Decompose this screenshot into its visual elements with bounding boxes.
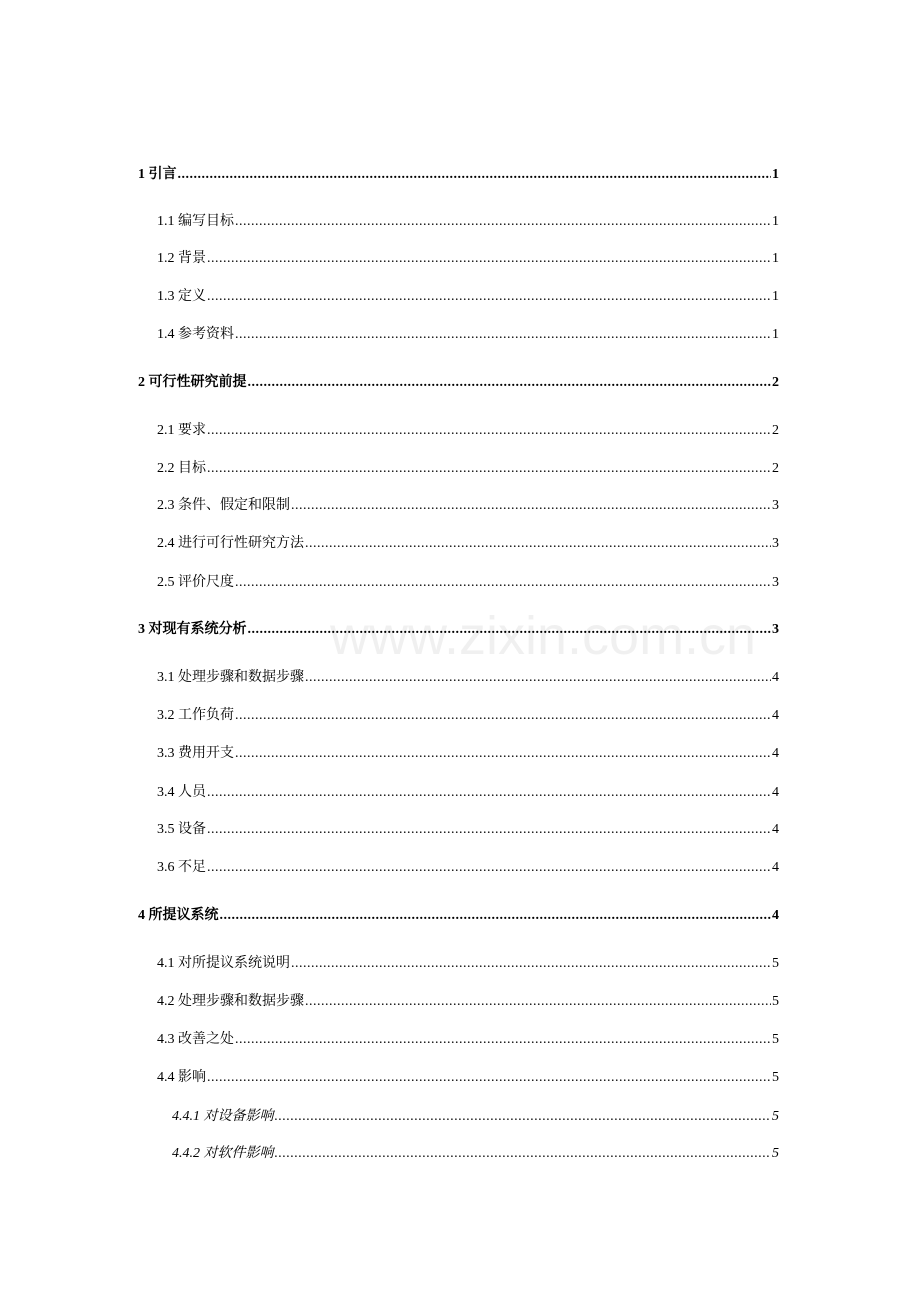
toc-page-number: 2 [772,461,779,476]
toc-entry[interactable] [157,1031,779,1049]
toc-dot-leader [207,859,771,877]
toc-entry-title: 3 对现有系统分析 [138,622,247,637]
toc-entry[interactable] [172,1145,779,1163]
toc-entry[interactable] [157,460,779,478]
toc-entry-title: 3.2 工作负荷 [157,708,234,723]
toc-entry[interactable] [172,1108,779,1126]
toc-entry-title: 2 可行性研究前提 [138,375,247,390]
toc-entry-title: 4.4.1 对设备影响 [172,1109,274,1124]
toc-dot-leader [235,745,771,763]
toc-entry[interactable] [157,745,779,763]
toc-entry-title: 1.1 编写目标 [157,214,234,229]
toc-entry-title: 3.3 费用开支 [157,746,234,761]
toc-entry[interactable] [157,422,779,440]
toc-entry[interactable] [157,213,779,231]
toc-dot-leader [235,707,771,725]
toc-page-number: 5 [772,1070,779,1085]
toc-entry[interactable] [157,669,779,687]
toc-entry[interactable] [157,288,779,306]
toc-entry[interactable] [157,859,779,877]
toc-page-number: 4 [772,708,779,723]
toc-entry-title: 2.4 进行可行性研究方法 [157,536,304,551]
toc-page-number: 4 [772,785,779,800]
toc-page-number: 5 [772,1032,779,1047]
toc-dot-leader [235,326,771,344]
toc-page-number: 2 [772,423,779,438]
toc-entry-title: 1.2 背景 [157,251,206,266]
toc-entry-title: 2.2 目标 [157,461,206,476]
toc-entry[interactable] [157,326,779,344]
toc-page-number: 4 [772,908,779,923]
toc-entry-title: 4.3 改善之处 [157,1032,234,1047]
toc-entry[interactable] [138,166,779,184]
toc-entry-title: 3.1 处理步骤和数据步骤 [157,670,304,685]
toc-entry-title: 3.6 不足 [157,860,206,875]
toc-dot-leader [207,821,771,839]
toc-page-number: 4 [772,860,779,875]
toc-page-number: 1 [772,289,779,304]
toc-entry[interactable] [157,784,779,802]
toc-entry-title: 4.4.2 对软件影响 [172,1146,274,1161]
toc-page-number: 1 [772,327,779,342]
toc-entry-title: 1 引言 [138,167,177,182]
toc-entry[interactable] [157,821,779,839]
toc-page-number: 5 [772,994,779,1009]
toc-page-number: 3 [772,498,779,513]
toc-page-number: 3 [772,536,779,551]
toc-entry[interactable] [157,497,779,515]
toc-entry[interactable] [157,535,779,553]
toc-page-number: 3 [772,622,779,637]
toc-entry[interactable] [157,955,779,973]
toc-dot-leader [235,213,771,231]
toc-page-number: 1 [772,167,779,182]
toc-dot-leader [235,574,771,592]
toc-dot-leader [207,460,771,478]
toc-dot-leader [291,497,771,515]
toc-entry-title: 4.1 对所提议系统说明 [157,956,290,971]
watermark-text: www.zixin.com.cn [330,606,757,666]
toc-entry[interactable] [157,707,779,725]
toc-page-number: 1 [772,251,779,266]
toc-page-number: 4 [772,822,779,837]
toc-entry[interactable] [157,993,779,1011]
toc-dot-leader [220,907,772,925]
toc-dot-leader [305,535,771,553]
toc-entry-title: 2.5 评价尺度 [157,575,234,590]
toc-page-number: 3 [772,575,779,590]
toc-dot-leader [291,955,771,973]
toc-dot-leader [235,1031,771,1049]
toc-dot-leader [207,1069,771,1087]
toc-page-number: 1 [772,214,779,229]
toc-entry-title: 2.3 条件、假定和限制 [157,498,290,513]
toc-page-number: 5 [772,1109,779,1124]
toc-dot-leader [207,288,771,306]
toc-entry-title: 4 所提议系统 [138,908,219,923]
toc-dot-leader [275,1108,772,1126]
toc-dot-leader [248,621,772,639]
toc-page-number: 4 [772,746,779,761]
toc-entry-title: 3.5 设备 [157,822,206,837]
toc-page-number: 5 [772,1146,779,1161]
toc-dot-leader [207,784,771,802]
toc-entry[interactable] [138,374,779,392]
toc-dot-leader [305,669,771,687]
toc-entry-title: 1.3 定义 [157,289,206,304]
toc-entry[interactable] [157,1069,779,1087]
toc-page-number: 4 [772,670,779,685]
toc-page-number: 2 [772,375,779,390]
toc-dot-leader [207,422,771,440]
toc-page-number: 5 [772,956,779,971]
toc-dot-leader [248,374,772,392]
toc-entry-title: 4.4 影响 [157,1070,206,1085]
toc-entry[interactable] [138,621,779,639]
toc-entry[interactable] [157,574,779,592]
toc-dot-leader [305,993,771,1011]
toc-dot-leader [207,250,771,268]
toc-entry-title: 1.4 参考资料 [157,327,234,342]
toc-entry[interactable] [138,907,779,925]
toc-entry-title: 4.2 处理步骤和数据步骤 [157,994,304,1009]
toc-entry-title: 2.1 要求 [157,423,206,438]
toc-dot-leader [275,1145,772,1163]
toc-entry[interactable] [157,250,779,268]
toc-entry-title: 3.4 人员 [157,785,206,800]
toc-dot-leader [178,166,772,184]
